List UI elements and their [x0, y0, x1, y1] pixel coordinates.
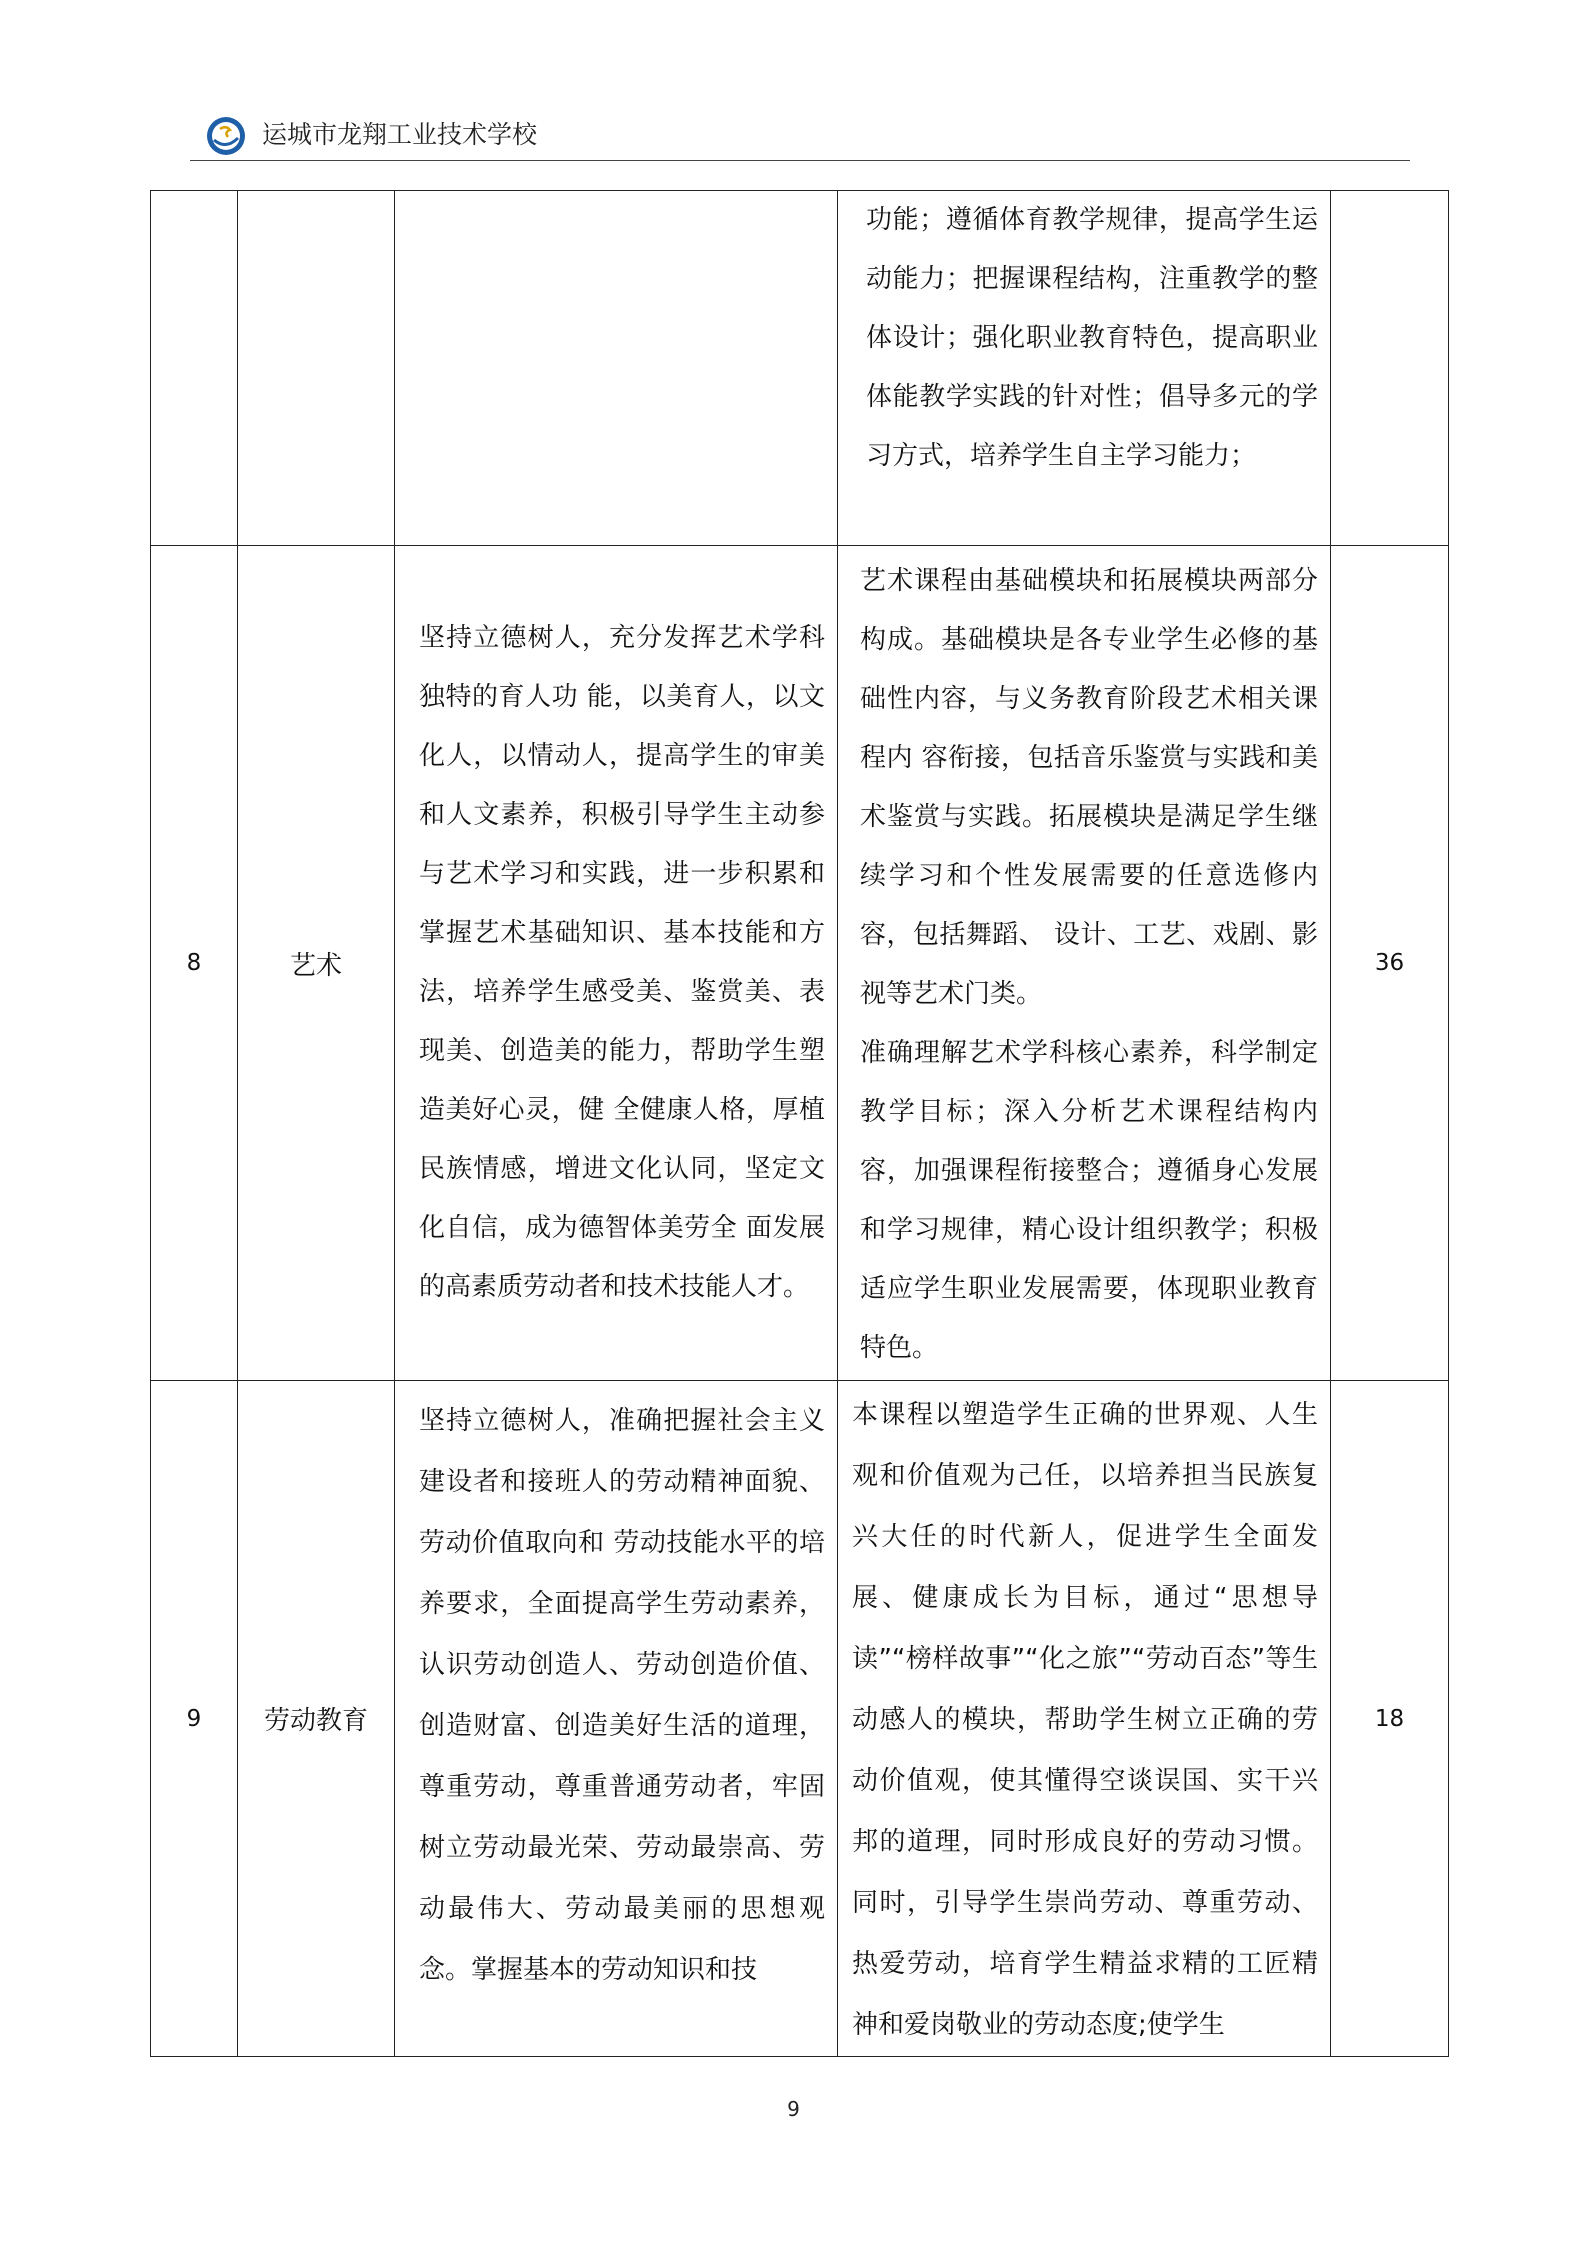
curriculum-table	[150, 190, 1449, 2057]
class-hours: 36	[1331, 546, 1449, 1381]
table-row	[151, 1381, 1449, 2057]
page-number: 9	[787, 2097, 800, 2121]
course-goals	[395, 1381, 838, 2057]
content-paragraph: 功能；遵循体育教学规律，提高学生运动能力；把握课程结构，注重教学的整体设计；强化职业教育特色，提高职业体能教学实践的针对性；倡导多元的学习方式，培养学生自主学习能力；	[866, 205, 1318, 471]
goals-paragraph: 坚持立德树人，充分发挥艺术学科独特的育人功 能，以美育人，以文化人，以情动人，提高学生的审美和人文素养，积极引导学生主动参与艺术学习和实践，进一步积累和掌握艺术基础知识、基本技能和方法，培养学生感受美、鉴赏美、表现美、创造美的能力，帮助学生塑造美好心灵，健 全健康人格，厚植民族情感，增进文化认同，坚定文化自信，成为德智体美劳全 面发展的高素质劳动者和技术技能人才。	[419, 623, 825, 1302]
goals-paragraph: 坚持立德树人，准确把握社会主义建设者和接班人的劳动精神面貌、劳动价值取向和 劳动技能水平的培养要求，全面提高学生劳动素养，认识劳动创造人、劳动创造价值、创造财富、创造美好生活的道理，尊重劳动，尊重普通劳动者，牢固树立劳动最光荣、劳动最崇高、劳动最伟大、劳动最美丽的思想观念。掌握基本的劳动知识和技	[419, 1406, 825, 1985]
content-paragraph: 本课程以塑造学生正确的世界观、人生观和价值观为己任，以培养担当民族复兴大任的时代新人，促进学生全面发展、健康成长为目标，通过“思想导读”“榜样故事”“化之旅”“劳动百态”等生动感人的模块，帮助学生树立正确的劳动价值观，使其懂得空谈误国、实干兴邦的道理，同时形成良好的劳动习惯。同时，引导学生崇尚劳动、尊重劳动、热爱劳动，培育学生精益求精的工匠精神和爱岗敬业的劳动态度;使学生	[852, 1400, 1318, 2040]
table-row	[151, 546, 1449, 1381]
school-logo-icon	[206, 116, 246, 156]
content-paragraph: 准确理解艺术学科核心素养，科学制定教学目标；深入分析艺术课程结构内容，加强课程衔接整合；遵循身心发展和学习规律，精心设计组织教学；积极适应学生职业发展需要，体现职业教育特色。	[860, 1038, 1318, 1363]
course-content	[838, 191, 1331, 546]
row-number: 8	[151, 546, 238, 1381]
row-number: 9	[151, 1381, 238, 2057]
course-content	[838, 546, 1331, 1381]
content-paragraph: 艺术课程由基础模块和拓展模块两部分构成。基础模块是各专业学生必修的基础性内容，与义务教育阶段艺术相关课程内 容衔接，包括音乐鉴赏与实践和美术鉴赏与实践。拓展模块是满足学生继续学习和个性发展需要的任意选修内容，包括舞蹈、 设计、工艺、戏剧、影视等艺术门类。	[860, 566, 1318, 1009]
course-goals	[395, 191, 838, 546]
header-divider	[190, 160, 1410, 161]
class-hours	[1331, 191, 1449, 546]
course-content	[838, 1381, 1331, 2057]
course-goals	[395, 546, 838, 1381]
course-name: 艺术	[238, 546, 395, 1381]
table-row	[151, 191, 1449, 546]
course-name	[238, 191, 395, 546]
school-name: 运城市龙翔工业技术学校	[262, 120, 538, 149]
course-name: 劳动教育	[238, 1381, 395, 2057]
class-hours: 18	[1331, 1381, 1449, 2057]
row-number	[151, 191, 238, 546]
page-header	[190, 110, 1410, 164]
